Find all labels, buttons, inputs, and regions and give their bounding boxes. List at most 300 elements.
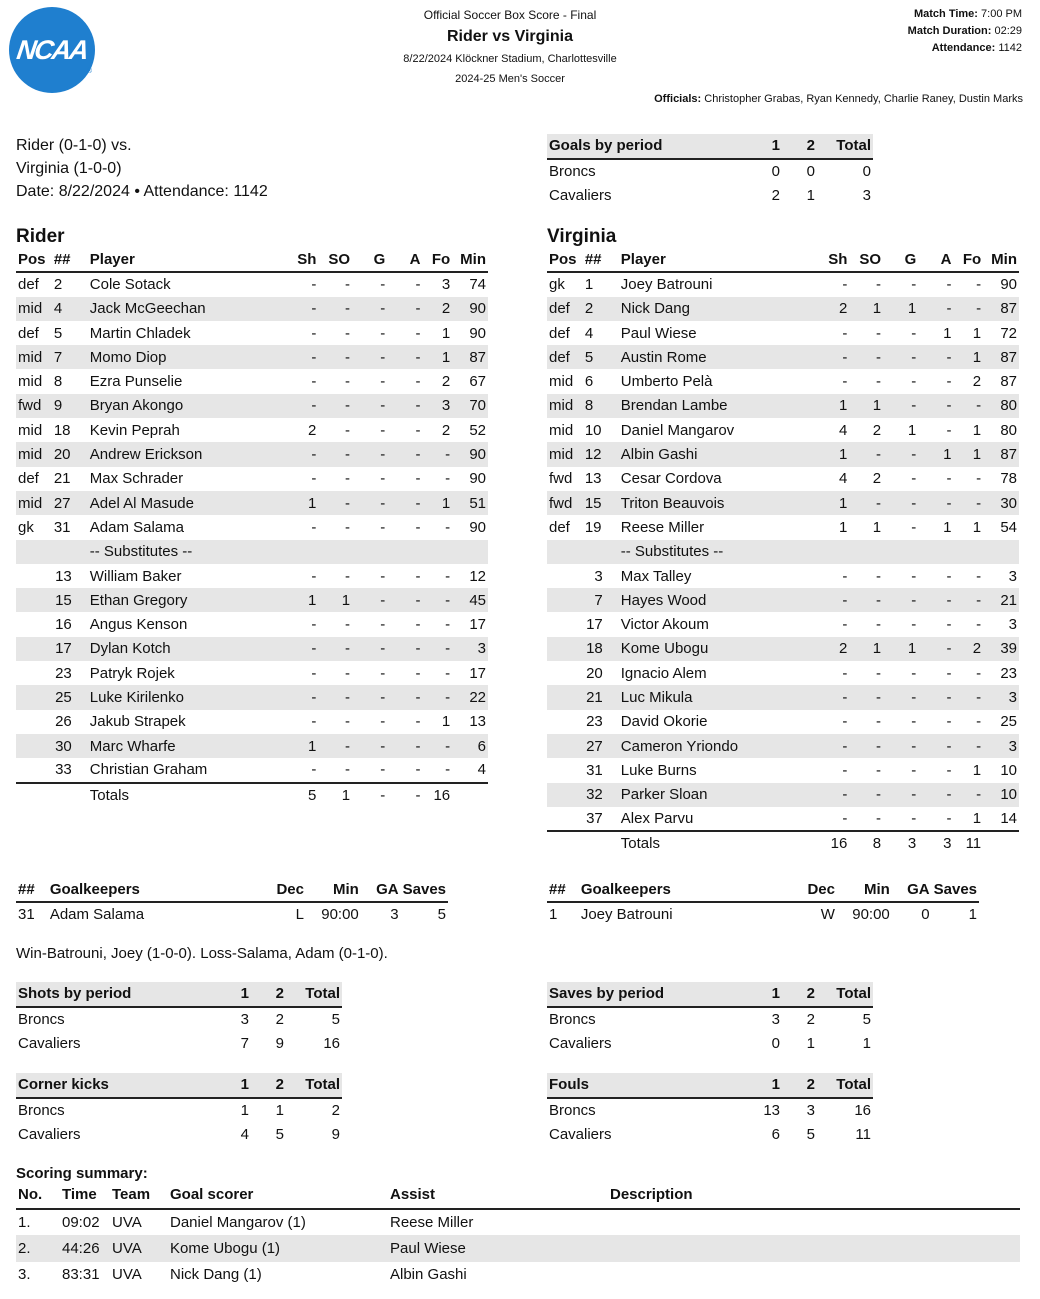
player-cell: -: [380, 373, 386, 391]
virginia-box-table: [547, 248, 1019, 855]
team-row: [547, 183, 873, 208]
player-cell: -: [911, 567, 917, 585]
player-row: [547, 564, 1019, 588]
goal-cell: 3.: [18, 1266, 31, 1284]
goal-cell: 83:31: [62, 1266, 100, 1284]
player-cell: 23: [55, 664, 72, 682]
player-cell: -: [311, 664, 317, 682]
player-cell: -: [380, 640, 386, 658]
player-cell: -: [415, 470, 421, 488]
player-cell: 37: [586, 809, 603, 827]
player-cell: [547, 807, 583, 831]
player-cell: fwd: [549, 470, 573, 488]
column-header: Fo: [962, 251, 982, 269]
period-value: 11: [855, 1125, 871, 1143]
player-cell: -: [311, 446, 317, 464]
player-cell: 1: [907, 421, 917, 439]
player-cell: 1: [441, 494, 451, 512]
player-cell: -: [380, 276, 386, 294]
player-cell: -: [345, 494, 351, 512]
player-row: [16, 467, 488, 491]
player-row: [547, 297, 1019, 321]
header-row: [16, 1073, 342, 1098]
virginia-goalkeepers: [547, 878, 979, 927]
player-cell: -: [345, 664, 351, 682]
player-cell: 30: [55, 737, 72, 755]
player-cell: -: [876, 446, 882, 464]
header-row: [547, 878, 979, 902]
player-cell: Max Schrader: [89, 470, 184, 488]
team-row: [16, 1007, 342, 1032]
column-header: Goal scorer: [170, 1186, 254, 1204]
player-cell: [16, 564, 52, 588]
player-cell: -: [345, 446, 351, 464]
player-cell: Alex Parvu: [620, 809, 694, 827]
totals-value: 3: [907, 835, 917, 853]
column-header: 1: [240, 985, 249, 1003]
player-cell: -: [911, 616, 917, 634]
goal-row: [16, 1235, 1020, 1262]
player-cell: mid: [549, 421, 574, 439]
player-cell: 1: [441, 348, 451, 366]
player-row: [547, 442, 1019, 466]
team-name: Broncs: [18, 1101, 65, 1119]
report-header: [340, 8, 680, 90]
player-cell: -: [946, 809, 952, 827]
player-cell: -: [946, 397, 952, 415]
player-cell: Umberto Pelà: [620, 373, 713, 391]
totals-value: [452, 783, 488, 807]
player-cell: 70: [469, 397, 486, 415]
goalkeeper-cell: L: [295, 906, 304, 924]
period-value: 3: [771, 1010, 780, 1028]
player-cell: 1: [972, 324, 982, 342]
player-cell: 87: [469, 348, 486, 366]
player-row: [547, 710, 1019, 734]
totals-label: Totals: [620, 835, 660, 853]
player-cell: [547, 710, 583, 734]
period-value: 5: [862, 1010, 871, 1028]
substitutes-row: [16, 540, 488, 564]
column-header: Player: [620, 251, 666, 269]
player-cell: def: [549, 518, 570, 536]
column-header: Total: [836, 1076, 871, 1094]
player-cell: -: [876, 688, 882, 706]
player-cell: 4: [584, 324, 594, 342]
player-cell: Marc Wharfe: [89, 737, 176, 755]
player-row: [16, 588, 488, 612]
column-header: Total: [305, 1076, 340, 1094]
period-value: 1: [862, 1034, 871, 1052]
column-header: Total: [836, 985, 871, 1003]
player-cell: -: [380, 446, 386, 464]
player-cell: -: [842, 786, 848, 804]
column-header: Total: [305, 985, 340, 1003]
goal-cell: [608, 1235, 1020, 1262]
player-cell: -: [445, 470, 451, 488]
player-cell: 5: [53, 324, 63, 342]
rider_gk-table: [16, 878, 448, 927]
goal-cell: Reese Miller: [390, 1213, 474, 1231]
player-cell: -: [911, 809, 917, 827]
player-cell: [16, 588, 52, 612]
player-cell: 22: [469, 688, 486, 706]
header-row: [16, 878, 448, 902]
goalkeeper-cell: W: [820, 906, 835, 924]
period-value: 9: [275, 1034, 284, 1052]
player-cell: Cole Sotack: [89, 276, 171, 294]
team-row: [547, 1122, 873, 1147]
table-title: Fouls: [549, 1076, 589, 1094]
goal-cell: 44:26: [62, 1239, 100, 1257]
player-cell: mid: [549, 373, 574, 391]
player-cell: 3: [1008, 737, 1017, 755]
player-cell: -: [415, 494, 421, 512]
player-cell: -: [876, 786, 882, 804]
player-cell: 1: [943, 518, 952, 536]
player-row: [16, 418, 488, 442]
player-cell: -: [976, 688, 982, 706]
goalkeeper-cell: 5: [437, 906, 446, 924]
player-cell: -: [911, 688, 917, 706]
player-cell: Christian Graham: [89, 761, 208, 779]
player-cell: -: [415, 616, 421, 634]
player-cell: Hayes Wood: [620, 591, 707, 609]
player-cell: 2: [872, 421, 882, 439]
player-cell: -: [946, 348, 952, 366]
player-cell: 3: [477, 640, 486, 658]
player-cell: -: [976, 300, 982, 318]
period-value: 2: [331, 1101, 340, 1119]
player-cell: 90: [469, 446, 486, 464]
period-value: 1: [240, 1101, 249, 1119]
totals-value: 8: [872, 835, 882, 853]
player-row: [16, 321, 488, 345]
player-cell: 1: [839, 494, 848, 512]
player-cell: -: [842, 567, 848, 585]
player-cell: -: [445, 640, 451, 658]
player-row: [16, 661, 488, 685]
header-row: [547, 982, 873, 1007]
column-header: 2: [806, 137, 815, 155]
period-value: 2: [806, 1010, 815, 1028]
goal-cell: Daniel Mangarov (1): [170, 1213, 306, 1231]
player-cell: -: [345, 470, 351, 488]
player-cell: 12: [584, 446, 602, 464]
player-cell: 1: [972, 446, 982, 464]
player-cell: -: [976, 664, 982, 682]
player-cell: 1: [341, 591, 351, 609]
period-value: 16: [323, 1034, 340, 1052]
player-row: [16, 515, 488, 539]
player-cell: 32: [586, 786, 603, 804]
player-cell: -: [946, 373, 952, 391]
player-cell: 90: [469, 300, 486, 318]
player-cell: -: [445, 567, 451, 585]
period-value: 5: [331, 1010, 340, 1028]
player-cell: -: [380, 737, 386, 755]
period-value: 9: [331, 1125, 340, 1143]
spacer-cell: [16, 540, 52, 564]
player-cell: Luke Burns: [620, 761, 697, 779]
player-cell: 1: [943, 446, 952, 464]
column-header: Pos: [18, 251, 46, 269]
column-header: ##: [549, 881, 566, 899]
player-cell: -: [946, 591, 952, 609]
player-cell: 90: [469, 518, 486, 536]
player-row: [547, 758, 1019, 782]
period-value: 0: [771, 1034, 780, 1052]
header-row: [547, 248, 1019, 272]
player-cell: 72: [1000, 324, 1017, 342]
player-cell: 5: [584, 348, 594, 366]
player-cell: 13: [584, 470, 602, 488]
goalkeeper-row: [547, 902, 979, 926]
team-name: Cavaliers: [549, 1034, 612, 1052]
player-cell: Joey Batrouni: [620, 276, 713, 294]
player-cell: -: [911, 276, 917, 294]
player-cell: -: [976, 713, 982, 731]
player-cell: def: [549, 324, 570, 342]
player-cell: [16, 734, 52, 758]
period-value: 16: [854, 1101, 871, 1119]
spacer-cell: [547, 540, 583, 564]
player-cell: mid: [18, 494, 43, 512]
player-cell: -: [380, 688, 386, 706]
player-cell: 2: [972, 373, 982, 391]
player-cell: 21: [586, 688, 603, 706]
table-title: Corner kicks: [18, 1076, 109, 1094]
player-cell: -: [876, 713, 882, 731]
column-header: Min: [332, 881, 359, 899]
player-cell: -: [911, 324, 917, 342]
player-cell: -: [911, 664, 917, 682]
player-cell: -: [842, 616, 848, 634]
player-cell: -: [311, 348, 317, 366]
player-cell: Angus Kenson: [89, 616, 188, 634]
player-cell: -: [445, 518, 451, 536]
player-cell: 2: [308, 421, 317, 439]
player-cell: -: [946, 713, 952, 731]
player-cell: -: [445, 591, 451, 609]
rider-goalkeepers: [16, 878, 448, 927]
spacer-cell: [547, 831, 583, 855]
player-cell: 90: [1000, 276, 1017, 294]
player-cell: 15: [584, 494, 602, 512]
team-name: Cavaliers: [549, 1125, 612, 1143]
player-cell: -: [380, 591, 386, 609]
team-row: [16, 1122, 342, 1147]
goalkeeper-cell: 0: [921, 906, 930, 924]
player-cell: -: [445, 688, 451, 706]
team-row: [16, 1098, 342, 1123]
player-cell: 8: [584, 397, 594, 415]
player-cell: -: [911, 737, 917, 755]
period-value: 2: [275, 1010, 284, 1028]
player-cell: mid: [549, 446, 574, 464]
player-cell: def: [18, 276, 39, 294]
player-cell: 20: [53, 446, 71, 464]
column-header: 2: [806, 1076, 815, 1094]
player-cell: -: [415, 664, 421, 682]
column-header: Pos: [549, 251, 577, 269]
player-cell: [547, 661, 583, 685]
player-cell: -: [311, 688, 317, 706]
goals-by-period: [547, 134, 873, 208]
player-cell: -: [946, 494, 952, 512]
player-cell: -: [876, 809, 882, 827]
player-cell: 1: [907, 300, 917, 318]
period-value: 0: [771, 162, 780, 180]
player-cell: -: [311, 616, 317, 634]
player-cell: 1: [972, 421, 982, 439]
player-cell: [547, 637, 583, 661]
player-cell: 19: [584, 518, 602, 536]
period-value: 5: [806, 1125, 815, 1143]
player-cell: -: [345, 421, 351, 439]
player-cell: 1: [441, 324, 451, 342]
player-cell: -: [911, 494, 917, 512]
column-header: 1: [771, 137, 780, 155]
player-cell: 21: [1000, 591, 1017, 609]
player-cell: 1: [872, 640, 882, 658]
player-row: [547, 612, 1019, 636]
match-summary: [16, 134, 268, 203]
player-cell: -: [842, 713, 848, 731]
player-row: [16, 369, 488, 393]
player-cell: -: [946, 276, 952, 294]
player-cell: -: [911, 591, 917, 609]
period-value: 1: [806, 1034, 815, 1052]
player-cell: 3: [1008, 616, 1017, 634]
player-cell: -: [946, 300, 952, 318]
player-cell: -: [976, 276, 982, 294]
player-cell: Andrew Erickson: [89, 446, 203, 464]
player-cell: 1: [972, 761, 982, 779]
team-name: Broncs: [549, 1101, 596, 1119]
player-cell: 23: [1000, 664, 1017, 682]
player-cell: 7: [53, 348, 63, 366]
player-cell: 1: [872, 397, 882, 415]
column-header: Total: [836, 137, 871, 155]
goalkeeper-cell: 90:00: [852, 906, 890, 924]
column-header: ##: [584, 251, 602, 269]
ncaa-logo-text: NCAA: [14, 34, 90, 65]
player-cell: Austin Rome: [620, 348, 707, 366]
player-cell: Adel Al Masude: [89, 494, 194, 512]
player-cell: 10: [584, 421, 602, 439]
player-cell: 14: [1000, 809, 1017, 827]
player-cell: 80: [1000, 421, 1017, 439]
player-cell: -: [876, 348, 882, 366]
player-cell: -: [445, 761, 451, 779]
player-cell: 67: [469, 373, 486, 391]
player-row: [547, 321, 1019, 345]
totals-row: [547, 831, 1019, 855]
report-subtitle: Official Soccer Box Score - Final: [423, 8, 597, 22]
player-cell: -: [842, 737, 848, 755]
player-cell: 45: [469, 591, 486, 609]
player-cell: -: [445, 446, 451, 464]
player-cell: 25: [1000, 713, 1017, 731]
player-cell: def: [549, 348, 570, 366]
player-cell: 1: [943, 324, 952, 342]
player-cell: -: [445, 737, 451, 755]
goal-cell: 1.: [18, 1213, 31, 1231]
player-cell: -: [345, 348, 351, 366]
decision-line: Win-Batrouni, Joey (1-0-0). Loss-Salama, Adam (0-1-0).: [16, 945, 388, 962]
player-cell: [16, 758, 52, 782]
player-cell: 3: [441, 397, 451, 415]
team-name: Broncs: [18, 1010, 65, 1028]
player-cell: -: [380, 324, 386, 342]
player-row: [16, 734, 488, 758]
spacer-cell: [52, 783, 88, 807]
player-cell: 16: [55, 616, 72, 634]
player-cell: Max Talley: [620, 567, 692, 585]
player-cell: -: [415, 373, 421, 391]
player-cell: 33: [55, 761, 72, 779]
player-cell: 87: [1000, 446, 1017, 464]
column-header: Saves: [402, 881, 446, 899]
player-cell: -: [415, 591, 421, 609]
player-cell: -: [911, 470, 917, 488]
player-cell: -: [911, 373, 917, 391]
player-cell: 39: [1000, 640, 1017, 658]
player-cell: Triton Beauvois: [620, 494, 725, 512]
player-cell: -: [946, 470, 952, 488]
player-cell: -: [876, 737, 882, 755]
player-cell: 15: [55, 591, 72, 609]
column-header: Team: [112, 1186, 151, 1204]
player-cell: mid: [18, 446, 43, 464]
player-cell: -: [415, 761, 421, 779]
player-cell: [547, 685, 583, 709]
spacer-cell: [583, 831, 619, 855]
player-cell: -: [345, 373, 351, 391]
player-cell: -: [415, 446, 421, 464]
player-cell: 1: [839, 397, 848, 415]
player-cell: -: [976, 616, 982, 634]
player-cell: Jack McGeechan: [89, 300, 206, 318]
player-cell: -: [876, 664, 882, 682]
column-header: 2: [806, 985, 815, 1003]
player-cell: [547, 612, 583, 636]
player-cell: def: [18, 324, 39, 342]
match-info: [908, 6, 1022, 57]
player-cell: -: [311, 397, 317, 415]
player-cell: -: [345, 397, 351, 415]
player-cell: 23: [586, 713, 603, 731]
player-cell: -: [380, 300, 386, 318]
totals-value: -: [415, 786, 421, 804]
player-cell: -: [311, 713, 317, 731]
player-row: [547, 418, 1019, 442]
period-value: 0: [862, 162, 871, 180]
player-cell: 10: [1000, 761, 1017, 779]
goalkeeper-cell: 1: [968, 906, 977, 924]
player-cell: -: [842, 324, 848, 342]
season-line: 2024-25 Men's Soccer: [455, 73, 565, 85]
virginia-section: [547, 226, 1019, 855]
player-cell: -: [976, 397, 982, 415]
player-cell: Momo Diop: [89, 348, 167, 366]
goalkeeper-cell: 3: [390, 906, 399, 924]
player-cell: -: [415, 421, 421, 439]
player-cell: 1: [972, 809, 982, 827]
player-cell: -: [946, 664, 952, 682]
team-row: [547, 1031, 873, 1056]
